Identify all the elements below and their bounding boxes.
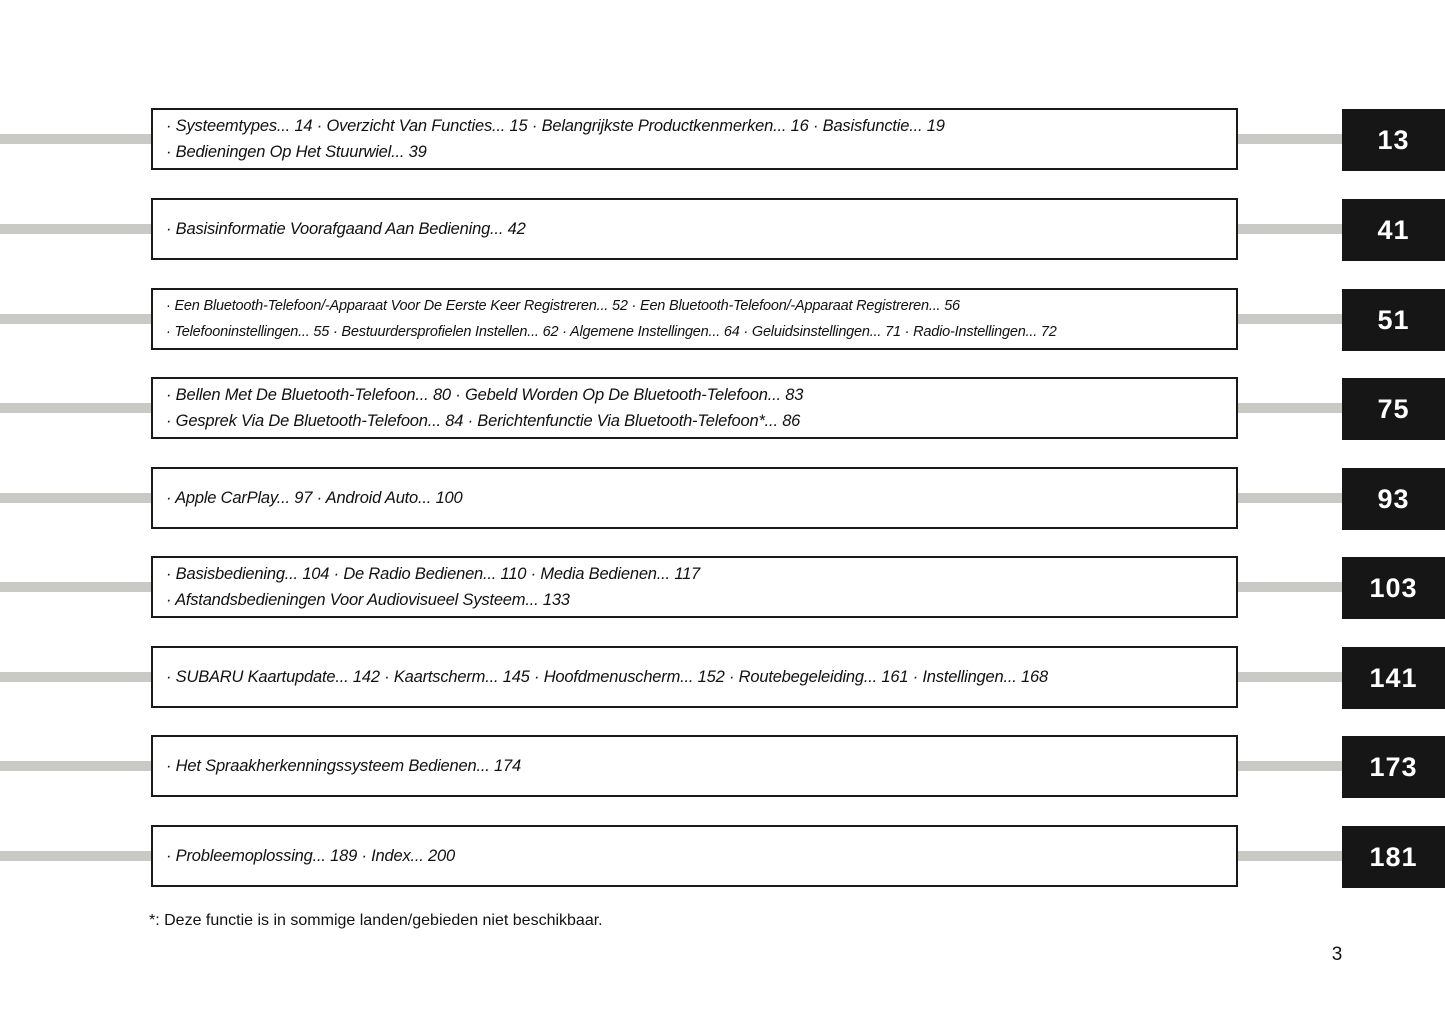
connector-right — [1238, 224, 1342, 234]
toc-box-chapter-103[interactable] — [151, 556, 1238, 618]
toc-entry-line[interactable]: · Systeemtypes... 14 · Overzicht Van Functies... 15 · Belangrijkste Productkenmerken... 16 · Basisfunctie... 19 — [166, 117, 945, 135]
toc-entry-line[interactable]: · Gesprek Via De Bluetooth-Telefoon... 84 · Berichtenfunctie Via Bluetooth-Telefoon*... 86 — [166, 412, 801, 430]
toc-box-chapter-93[interactable] — [151, 467, 1238, 529]
toc-entry-line[interactable]: · Basisinformatie Voorafgaand Aan Bediening... 42 — [166, 220, 526, 238]
connector-right — [1238, 582, 1342, 592]
toc-entry-line[interactable]: · Apple CarPlay... 97 · Android Auto... 100 — [166, 489, 463, 507]
toc-entry-line[interactable]: · SUBARU Kaartupdate... 142 · Kaartscherm... 145 · Hoofdmenuscherm... 152 · Routebegeleiding... 161 · Instellingen... 168 — [166, 668, 1048, 686]
connector-right — [1238, 403, 1342, 413]
toc-entry-line[interactable]: · Afstandsbedieningen Voor Audiovisueel Systeem... 133 — [166, 591, 570, 609]
connector-left — [0, 314, 151, 324]
chapter-tab-51[interactable]: 51 — [1342, 289, 1445, 351]
toc-entry-line[interactable]: · Probleemoplossing... 189 · Index... 200 — [166, 847, 455, 865]
connector-right — [1238, 851, 1342, 861]
toc-entry-line[interactable]: · Telefooninstellingen... 55 · Bestuurdersprofielen Instellen... 62 · Algemene Instellingen... 64 · Geluidsinstellingen... 71 · Radio-Instellingen... 72 — [166, 324, 1057, 340]
toc-box-chapter-181[interactable] — [151, 825, 1238, 887]
toc-row-chapter-173 — [0, 735, 1445, 797]
connector-left — [0, 851, 151, 861]
toc-entry-line[interactable]: · Een Bluetooth-Telefoon/-Apparaat Voor De Eerste Keer Registreren... 52 · Een Bluetooth-Telefoon/-Apparaat Registreren... 56 — [166, 298, 960, 314]
toc-row-chapter-141 — [0, 646, 1445, 708]
chapter-tab-93[interactable]: 93 — [1342, 468, 1445, 530]
toc-box-chapter-13[interactable] — [151, 108, 1238, 170]
toc-row-chapter-51 — [0, 288, 1445, 350]
connector-left — [0, 761, 151, 771]
toc-row-chapter-93 — [0, 467, 1445, 529]
chapter-tab-181[interactable]: 181 — [1342, 826, 1445, 888]
connector-left — [0, 672, 151, 682]
connector-left — [0, 403, 151, 413]
chapter-tab-13[interactable]: 13 — [1342, 109, 1445, 171]
connector-left — [0, 224, 151, 234]
connector-right — [1238, 314, 1342, 324]
toc-entry-line[interactable]: · Basisbediening... 104 · De Radio Bedienen... 110 · Media Bedienen... 117 — [166, 565, 701, 583]
toc-box-chapter-41[interactable] — [151, 198, 1238, 260]
connector-left — [0, 493, 151, 503]
toc-box-chapter-173[interactable] — [151, 735, 1238, 797]
connector-right — [1238, 134, 1342, 144]
toc-row-chapter-103 — [0, 556, 1445, 618]
toc-entry-line[interactable]: · Bedieningen Op Het Stuurwiel... 39 — [166, 143, 427, 161]
footnote-text: *: Deze functie is in sommige landen/gebieden niet beschikbaar. — [149, 912, 603, 929]
chapter-tab-173[interactable]: 173 — [1342, 736, 1445, 798]
connector-left — [0, 134, 151, 144]
chapter-tab-75[interactable]: 75 — [1342, 378, 1445, 440]
toc-row-chapter-75 — [0, 377, 1445, 439]
toc-entry-line[interactable]: · Het Spraakherkenningssysteem Bedienen... 174 — [166, 757, 521, 775]
connector-right — [1238, 672, 1342, 682]
connector-right — [1238, 493, 1342, 503]
toc-row-chapter-41 — [0, 198, 1445, 260]
chapter-tab-103[interactable]: 103 — [1342, 557, 1445, 619]
toc-box-chapter-51[interactable] — [151, 288, 1238, 350]
connector-left — [0, 582, 151, 592]
toc-entry-line[interactable]: · Bellen Met De Bluetooth-Telefoon... 80 · Gebeld Worden Op De Bluetooth-Telefoon... 83 — [166, 386, 804, 404]
toc-row-chapter-13 — [0, 108, 1445, 170]
chapter-tab-141[interactable]: 141 — [1342, 647, 1445, 709]
toc-box-chapter-75[interactable] — [151, 377, 1238, 439]
toc-row-chapter-181 — [0, 825, 1445, 887]
connector-right — [1238, 761, 1342, 771]
chapter-tab-41[interactable]: 41 — [1342, 199, 1445, 261]
toc-box-chapter-141[interactable] — [151, 646, 1238, 708]
page-number: 3 — [1331, 944, 1343, 965]
